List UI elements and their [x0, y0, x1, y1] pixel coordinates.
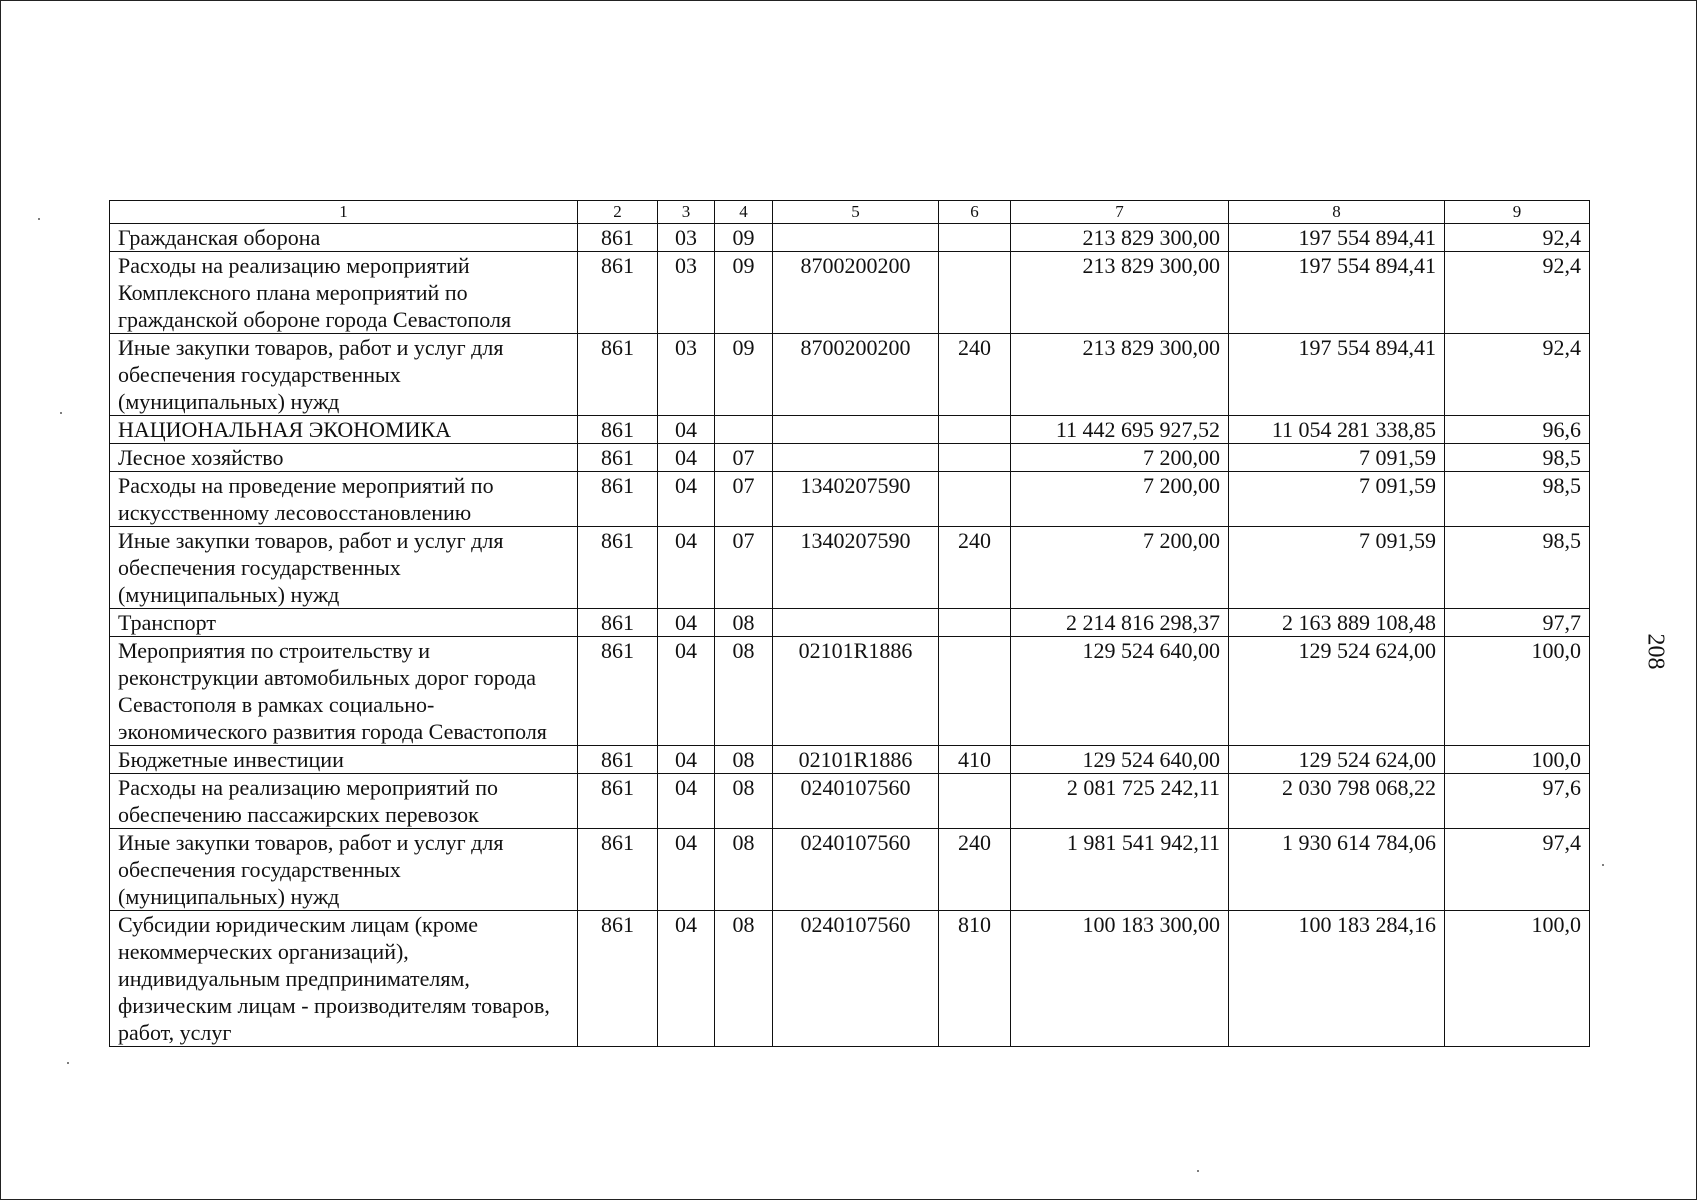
row-value-cell: 129 524 640,00	[1011, 746, 1229, 774]
row-value-cell: 04	[658, 637, 715, 746]
header-cell: 2	[578, 201, 658, 224]
row-value-cell: 861	[578, 252, 658, 334]
row-value-cell: 08	[715, 609, 773, 637]
row-value-cell: 02101R1886	[773, 746, 939, 774]
row-value-cell	[939, 774, 1011, 829]
row-name-cell: Транспорт	[110, 609, 578, 637]
row-value-cell: 09	[715, 334, 773, 416]
header-cell: 4	[715, 201, 773, 224]
table-row	[110, 472, 1590, 527]
row-value-cell: 92,4	[1445, 224, 1590, 252]
row-value-cell: 129 524 640,00	[1011, 637, 1229, 746]
row-value-cell: 11 054 281 338,85	[1229, 416, 1445, 444]
row-value-cell: 04	[658, 416, 715, 444]
table-row	[110, 911, 1590, 1047]
row-value-cell: 04	[658, 829, 715, 911]
row-name-cell: Иные закупки товаров, работ и услуг для обеспечения государственных (муниципальных) нужд	[110, 334, 578, 416]
row-value-cell: 98,5	[1445, 472, 1590, 527]
row-value-cell: 213 829 300,00	[1011, 224, 1229, 252]
budget-table	[109, 200, 1590, 1047]
row-value-cell: 240	[939, 829, 1011, 911]
row-value-cell: 04	[658, 472, 715, 527]
row-value-cell	[939, 609, 1011, 637]
row-value-cell: 213 829 300,00	[1011, 334, 1229, 416]
row-value-cell: 861	[578, 444, 658, 472]
row-value-cell: 810	[939, 911, 1011, 1047]
row-value-cell: 2 214 816 298,37	[1011, 609, 1229, 637]
row-value-cell: 04	[658, 911, 715, 1047]
row-value-cell: 861	[578, 224, 658, 252]
row-value-cell: 07	[715, 444, 773, 472]
scan-speck	[1197, 1170, 1199, 1172]
row-value-cell: 197 554 894,41	[1229, 252, 1445, 334]
row-value-cell: 100,0	[1445, 746, 1590, 774]
row-value-cell: 97,4	[1445, 829, 1590, 911]
header-cell: 8	[1229, 201, 1445, 224]
row-value-cell	[773, 416, 939, 444]
row-value-cell: 7 091,59	[1229, 444, 1445, 472]
row-value-cell: 98,5	[1445, 444, 1590, 472]
row-value-cell: 197 554 894,41	[1229, 334, 1445, 416]
table-row	[110, 609, 1590, 637]
row-value-cell: 1340207590	[773, 472, 939, 527]
header-cell: 3	[658, 201, 715, 224]
row-value-cell: 04	[658, 746, 715, 774]
row-value-cell: 08	[715, 746, 773, 774]
row-value-cell	[939, 252, 1011, 334]
row-value-cell: 100 183 284,16	[1229, 911, 1445, 1047]
header-cell: 6	[939, 201, 1011, 224]
row-value-cell: 08	[715, 637, 773, 746]
row-value-cell: 197 554 894,41	[1229, 224, 1445, 252]
row-name-cell: Субсидии юридическим лицам (кроме некоммерческих организаций), индивидуальным предпринимателям, физическим лицам - производителям товаров, работ, услуг	[110, 911, 578, 1047]
row-value-cell: 7 091,59	[1229, 472, 1445, 527]
row-value-cell: 410	[939, 746, 1011, 774]
scan-speck	[67, 1062, 69, 1064]
row-value-cell: 7 091,59	[1229, 527, 1445, 609]
row-value-cell: 98,5	[1445, 527, 1590, 609]
row-value-cell: 04	[658, 774, 715, 829]
row-value-cell: 861	[578, 609, 658, 637]
row-value-cell: 861	[578, 416, 658, 444]
table-row	[110, 444, 1590, 472]
row-value-cell: 8700200200	[773, 252, 939, 334]
row-value-cell: 2 030 798 068,22	[1229, 774, 1445, 829]
row-value-cell: 861	[578, 829, 658, 911]
row-name-cell: Бюджетные инвестиции	[110, 746, 578, 774]
scan-speck	[60, 412, 62, 414]
row-value-cell: 0240107560	[773, 829, 939, 911]
table-row	[110, 774, 1590, 829]
row-value-cell: 2 081 725 242,11	[1011, 774, 1229, 829]
header-cell: 9	[1445, 201, 1590, 224]
row-value-cell: 09	[715, 224, 773, 252]
row-name-cell: Иные закупки товаров, работ и услуг для обеспечения государственных (муниципальных) нужд	[110, 829, 578, 911]
row-value-cell: 03	[658, 224, 715, 252]
row-name-cell: Расходы на проведение мероприятий по искусственному лесовосстановлению	[110, 472, 578, 527]
row-name-cell: Расходы на реализацию мероприятий Комплексного плана мероприятий по гражданской обороне города Севастополя	[110, 252, 578, 334]
table-row	[110, 527, 1590, 609]
row-value-cell: 03	[658, 334, 715, 416]
table-row	[110, 746, 1590, 774]
row-value-cell: 09	[715, 252, 773, 334]
row-value-cell: 240	[939, 527, 1011, 609]
row-value-cell: 07	[715, 472, 773, 527]
table-row	[110, 637, 1590, 746]
row-value-cell	[773, 224, 939, 252]
row-value-cell: 02101R1886	[773, 637, 939, 746]
row-value-cell: 213 829 300,00	[1011, 252, 1229, 334]
row-value-cell: 1 981 541 942,11	[1011, 829, 1229, 911]
row-value-cell: 08	[715, 829, 773, 911]
scan-speck	[38, 218, 40, 220]
scan-speck	[1602, 864, 1604, 866]
row-value-cell: 97,7	[1445, 609, 1590, 637]
row-name-cell: Расходы на реализацию мероприятий по обеспечению пассажирских перевозок	[110, 774, 578, 829]
row-value-cell	[939, 472, 1011, 527]
row-name-cell: НАЦИОНАЛЬНАЯ ЭКОНОМИКА	[110, 416, 578, 444]
table-row	[110, 829, 1590, 911]
row-value-cell	[939, 416, 1011, 444]
row-value-cell: 11 442 695 927,52	[1011, 416, 1229, 444]
row-value-cell: 0240107560	[773, 774, 939, 829]
header-cell: 5	[773, 201, 939, 224]
row-value-cell: 0240107560	[773, 911, 939, 1047]
row-value-cell: 04	[658, 527, 715, 609]
row-value-cell	[939, 637, 1011, 746]
row-value-cell: 861	[578, 472, 658, 527]
row-value-cell: 92,4	[1445, 334, 1590, 416]
row-value-cell: 861	[578, 527, 658, 609]
row-value-cell	[773, 444, 939, 472]
header-cell: 7	[1011, 201, 1229, 224]
table-row	[110, 416, 1590, 444]
row-value-cell: 861	[578, 334, 658, 416]
table-row	[110, 224, 1590, 252]
table-header-row	[110, 201, 1590, 224]
row-value-cell: 100 183 300,00	[1011, 911, 1229, 1047]
row-value-cell: 04	[658, 444, 715, 472]
row-value-cell: 07	[715, 527, 773, 609]
row-value-cell: 2 163 889 108,48	[1229, 609, 1445, 637]
row-value-cell: 129 524 624,00	[1229, 746, 1445, 774]
row-value-cell: 92,4	[1445, 252, 1590, 334]
row-value-cell	[773, 609, 939, 637]
row-name-cell: Иные закупки товаров, работ и услуг для обеспечения государственных (муниципальных) нужд	[110, 527, 578, 609]
row-value-cell: 861	[578, 774, 658, 829]
table-row	[110, 334, 1590, 416]
row-name-cell: Мероприятия по строительству и реконструкции автомобильных дорог города Севастополя в рамках социально-экономического развития города Севастополя	[110, 637, 578, 746]
row-value-cell: 100,0	[1445, 637, 1590, 746]
row-value-cell: 08	[715, 911, 773, 1047]
row-value-cell: 96,6	[1445, 416, 1590, 444]
header-cell: 1	[110, 201, 578, 224]
row-value-cell: 1340207590	[773, 527, 939, 609]
row-name-cell: Гражданская оборона	[110, 224, 578, 252]
row-value-cell: 08	[715, 774, 773, 829]
budget-table-container	[109, 200, 1589, 1047]
row-value-cell	[715, 416, 773, 444]
row-name-cell: Лесное хозяйство	[110, 444, 578, 472]
row-value-cell: 1 930 614 784,06	[1229, 829, 1445, 911]
table-row	[110, 252, 1590, 334]
row-value-cell: 7 200,00	[1011, 472, 1229, 527]
row-value-cell: 100,0	[1445, 911, 1590, 1047]
row-value-cell	[939, 444, 1011, 472]
row-value-cell: 129 524 624,00	[1229, 637, 1445, 746]
row-value-cell: 861	[578, 911, 658, 1047]
row-value-cell: 861	[578, 746, 658, 774]
row-value-cell: 861	[578, 637, 658, 746]
row-value-cell: 97,6	[1445, 774, 1590, 829]
row-value-cell: 8700200200	[773, 334, 939, 416]
row-value-cell	[939, 224, 1011, 252]
row-value-cell: 240	[939, 334, 1011, 416]
row-value-cell: 03	[658, 252, 715, 334]
row-value-cell: 7 200,00	[1011, 444, 1229, 472]
page-number: 208	[1642, 633, 1669, 670]
row-value-cell: 04	[658, 609, 715, 637]
row-value-cell: 7 200,00	[1011, 527, 1229, 609]
table-body	[110, 201, 1590, 1047]
